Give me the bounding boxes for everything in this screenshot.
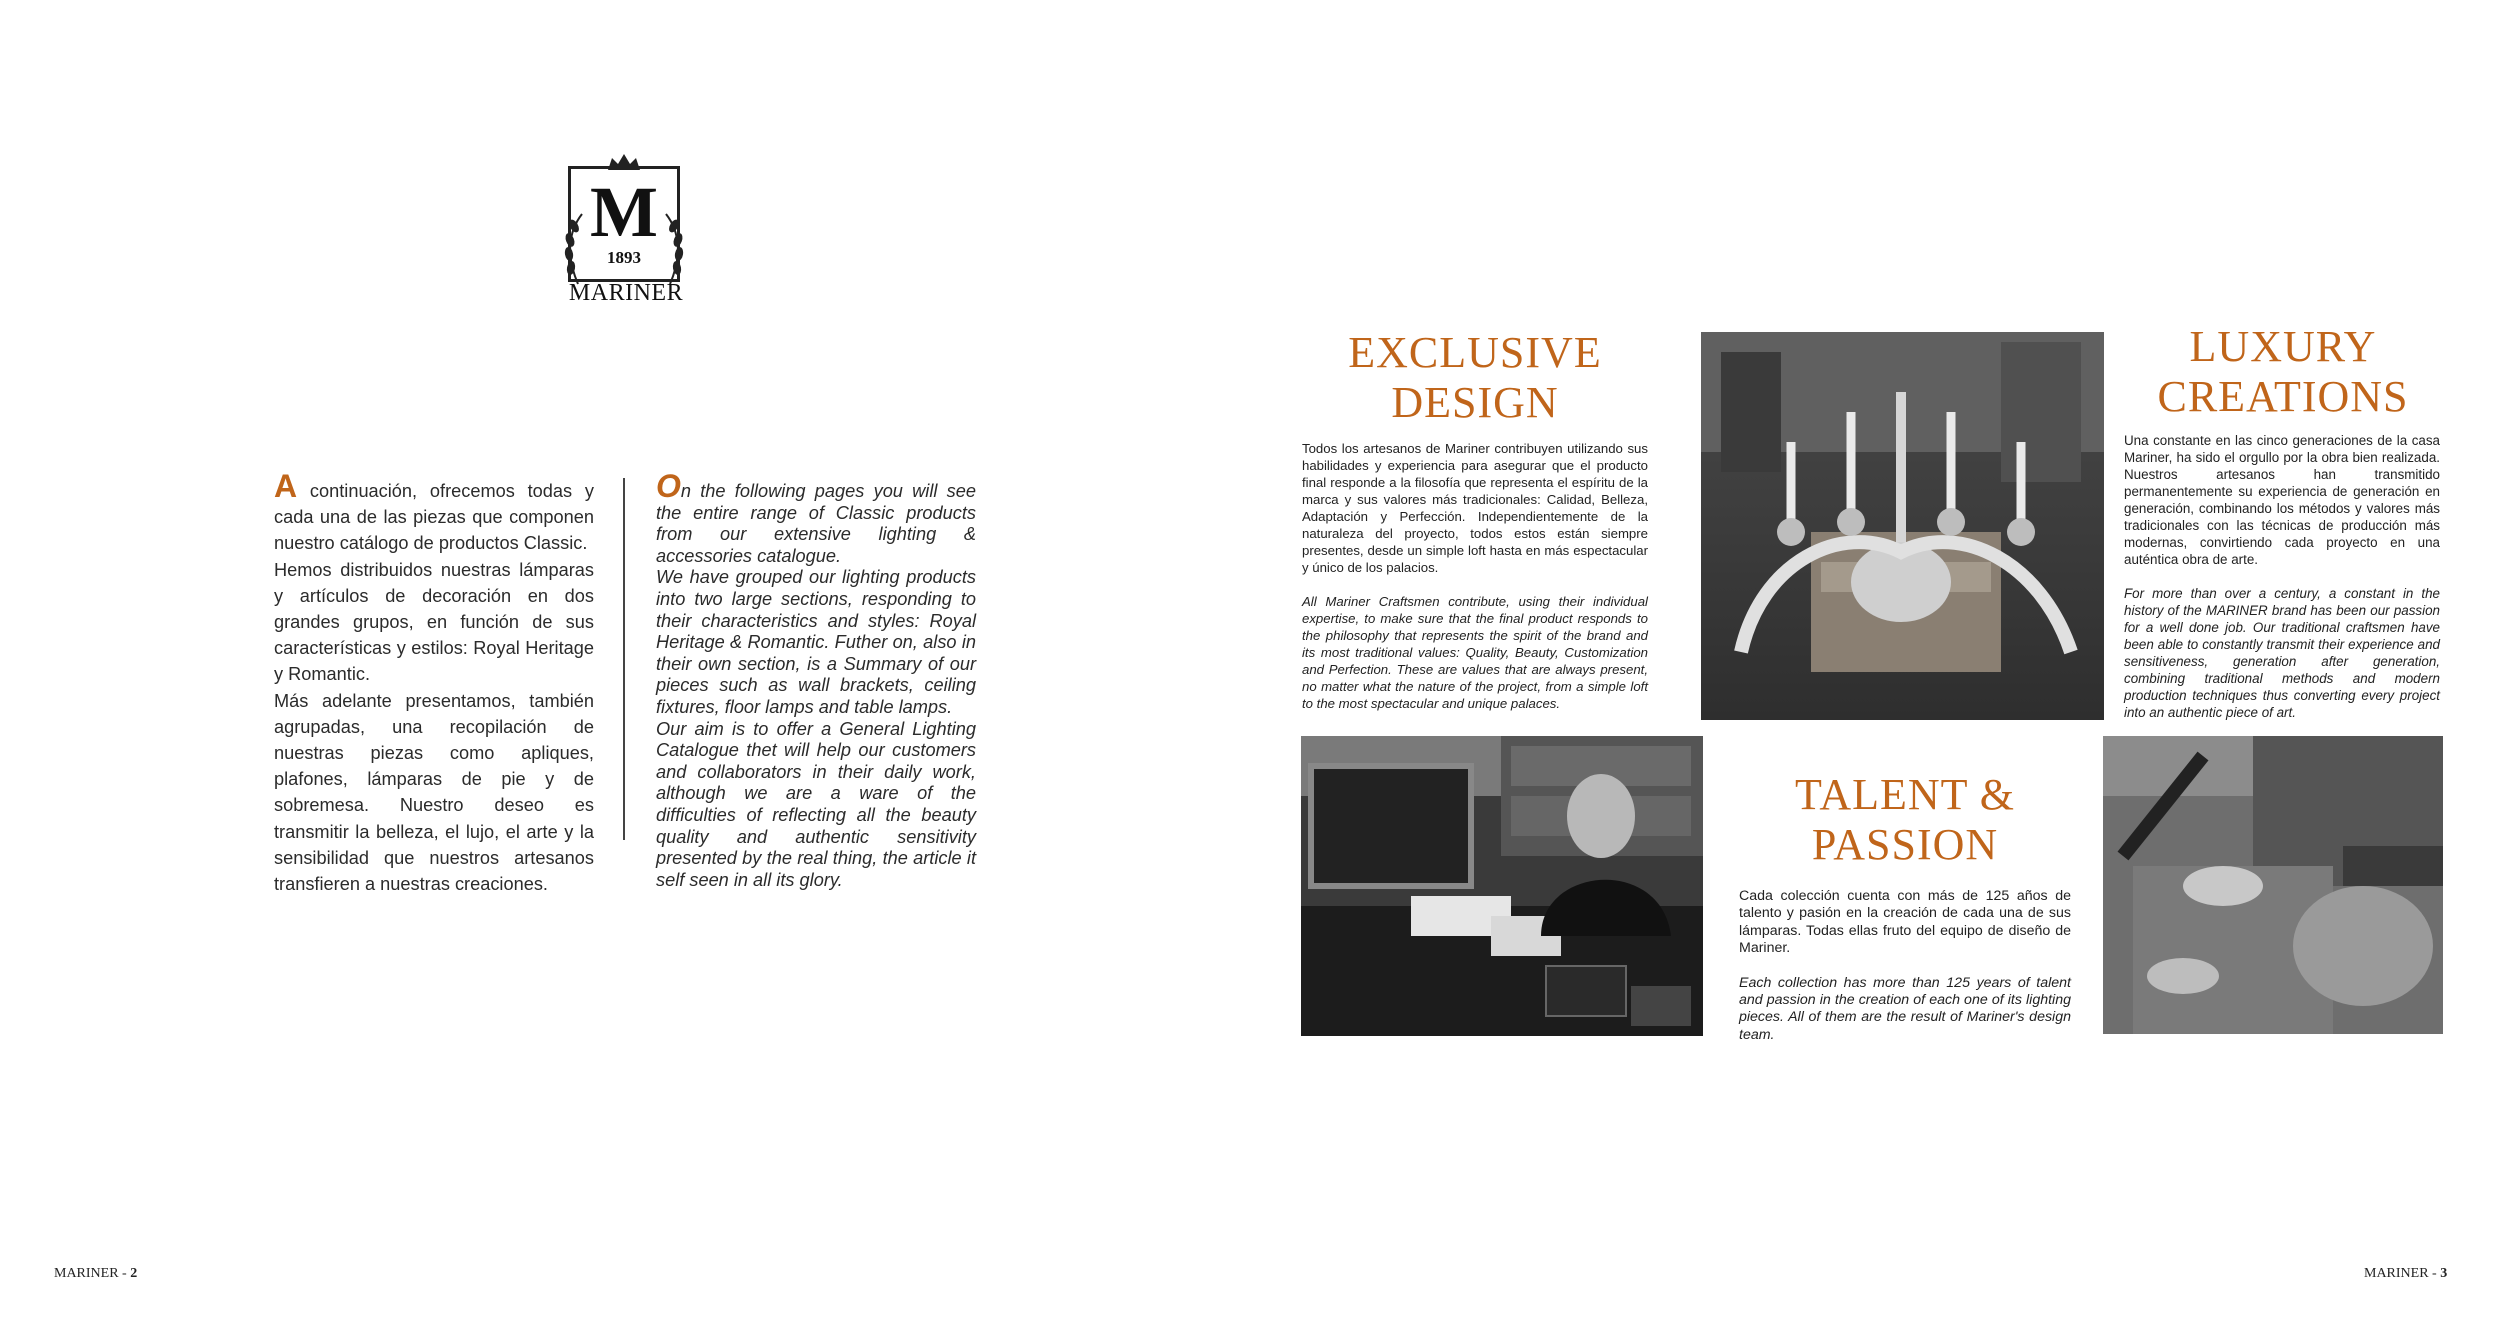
- intro-spanish: [274, 468, 594, 897]
- talent-text-es: Cada colección cuenta con más de 125 años de talento y pasión en la creación de cada una de sus lámparas. Todas ellas fruto del equipo de diseño de Mariner.: [1739, 888, 2071, 957]
- footer-left-page-number: 2: [130, 1266, 138, 1281]
- luxury-text-es: Una constante en las cinco generaciones de la casa Mariner, ha sido el orgullo por la obra bien realizada. Nuestros artesanos han transmitido permanentemente su experiencia de generación en generación, combinando los métodos y valores más tradicionales con las técnicas de producción más modernas, convirtiendo cada proyecto en una auténtica obra de arte.: [2124, 433, 2440, 567]
- talent-title-line-2: PASSION: [1811, 820, 1999, 869]
- luxury-creations-text: [2124, 432, 2440, 721]
- talent-passion-text: [1739, 888, 2071, 1044]
- luxury-title-line-2: CREATIONS: [2157, 372, 2409, 421]
- exclusive-title-line-1: EXCLUSIVE: [1348, 328, 1602, 377]
- footer-right-brand: MARINER -: [2364, 1266, 2441, 1281]
- footer-left: [54, 1266, 137, 1282]
- footer-right: [2364, 1266, 2447, 1282]
- intro-es-paragraph-1: [274, 468, 594, 557]
- luxury-title-line-1: LUXURY: [2189, 322, 2377, 371]
- talent-title-line-1: TALENT &: [1795, 770, 2015, 819]
- dropcap-o: O: [656, 468, 681, 504]
- mariner-logo: [562, 152, 690, 312]
- exclusive-text-en: All Mariner Craftsmen contribute, using their individual expertise, to make sure that the final product responds to the philosophy that represents the spirit of the brand and its most traditional values: Quality, Beauty, Customization and Perfection. These are values that are always present, no matter what the nature of the project, from a simple loft to the most spectacular and unique palaces.: [1302, 594, 1648, 711]
- logo-brand-name: MARINER: [568, 280, 684, 306]
- intro-es-text: continuación, ofrecemos todas y cada una de las piezas que componen nuestro catálogo de productos Classic.: [274, 481, 594, 554]
- designer-office-photo: [1301, 736, 1703, 1036]
- intro-english: [656, 468, 976, 891]
- exclusive-design-heading: [1300, 328, 1650, 428]
- intro-en-paragraph-2: We have grouped our lighting products into two large sections, responding to their characteristics and styles: Royal Heritage & Romantic. Futher on, also in their own section, is a Summary of our pieces such as wall brackets, ceiling fixtures, floor lamps and table lamps.: [656, 567, 976, 717]
- luxury-text-en: For more than over a century, a constant in the history of the MARINER brand has been our passion for a well done job. Our traditional craftsmen have been able to constantly transmit their experience and sensitiveness, generation after generation, combining traditional methods and modern production techniques thus converting every project into an authentic piece of art.: [2124, 586, 2440, 720]
- logo-year: 1893: [607, 248, 641, 267]
- intro-en-paragraph-1: [656, 468, 976, 567]
- chandelier-workshop-photo: [1701, 332, 2104, 720]
- logo-letter: M: [590, 172, 658, 252]
- intro-es-paragraph-2: Hemos distribuidos nuestras lámparas y artículos de decoración en dos grandes grupos, en función de sus características y estilos: Royal Heritage y Romantic.: [274, 559, 594, 685]
- intro-en-paragraph-3: Our aim is to offer a General Lighting Catalogue thet will help our customers and collaborators in their daily work, although we are a ware of the difficulties of reflecting all the beauty quality and authentic sensitivity presented by the real thing, the article it self seen in all its glory.: [656, 718, 976, 890]
- talent-text-en: Each collection has more than 125 years of talent and passion in the creation of each one of its lighting pieces. All of them are the result of Mariner's design team.: [1739, 974, 2071, 1043]
- craftsman-hammering-photo: [2103, 736, 2443, 1034]
- column-divider: [623, 478, 625, 840]
- intro-es-paragraph-3: Más adelante presentamos, también agrupadas, una recopilación de nuestras piezas como apliques, plafones, lámparas de pie y de sobremesa. Nuestro deseo es transmitir la belleza, el lujo, el arte y la sensibilidad que nuestros artesanos transfieren a nuestras creaciones.: [274, 690, 594, 895]
- dropcap-a: A: [274, 468, 298, 504]
- exclusive-title-line-2: DESIGN: [1391, 378, 1559, 427]
- exclusive-text-es: Todos los artesanos de Mariner contribuyen utilizando sus habilidades y experiencia para asegurar que el producto final responde a la filosofía que representa el espíritu de la marca y sus valores más tradicionales: Calidad, Belleza, Adaptación y Perfección. Independientemente de la naturaleza del proyecto, todos estos están siempre presentes, desde un simple loft hasta en más espectacular y único de los palacios.: [1302, 441, 1648, 575]
- exclusive-design-text: [1302, 440, 1648, 712]
- footer-right-page-number: 3: [2440, 1266, 2448, 1281]
- luxury-creations-heading: [2128, 322, 2438, 422]
- talent-passion-heading: [1740, 770, 2070, 870]
- footer-left-brand: MARINER -: [54, 1266, 131, 1281]
- intro-en-text: n the following pages you will see the entire range of Classic products from our extensive lighting & accessories catalogue.: [656, 481, 976, 566]
